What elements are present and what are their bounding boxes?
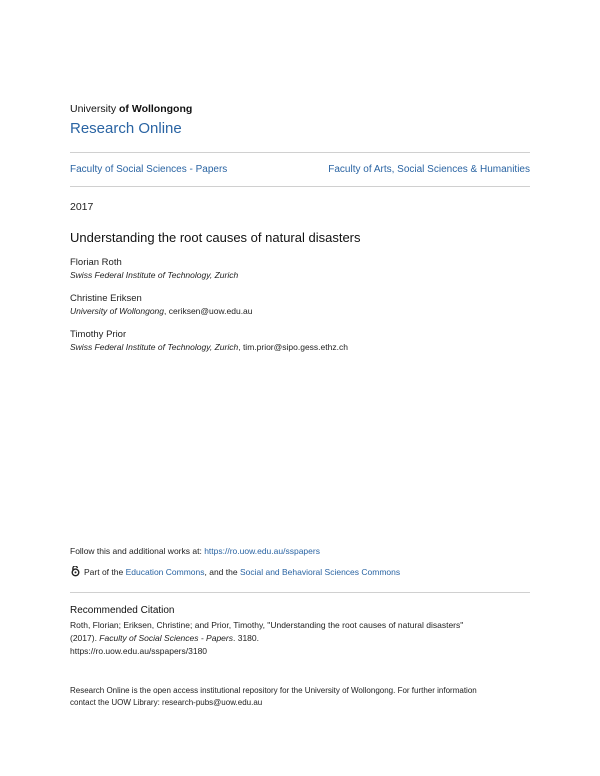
institution-name — [70, 103, 192, 115]
publication-year: 2017 — [70, 201, 94, 213]
affiliation-text: Swiss Federal Institute of Technology, Zurich — [70, 342, 239, 352]
author-name: Florian Roth — [70, 257, 122, 268]
divider-citation — [70, 592, 530, 593]
footer-note — [70, 685, 530, 709]
faculty-link-arts[interactable]: Faculty of Arts, Social Sciences & Humanities — [328, 164, 530, 175]
affiliation-text: University of Wollongong — [70, 306, 165, 316]
citation-link[interactable]: https://ro.uow.edu.au/sspapers/3180 — [70, 646, 208, 656]
citation-line-1: Roth, Florian; Eriksen, Christine; and Prior, Timothy, "Understanding the root causes of natural disasters" — [70, 620, 464, 630]
follow-line — [70, 546, 320, 556]
divider-faculties — [70, 186, 530, 187]
repository-name[interactable]: Research Online — [70, 120, 182, 137]
affiliation-text: Swiss Federal Institute of Technology, Zurich — [70, 270, 239, 280]
citation-heading: Recommended Citation — [70, 605, 175, 616]
footer-line-1: Research Online is the open access institutional repository for the University of Wollongong. For further information — [70, 686, 477, 695]
author-email: ceriksen@uow.edu.au — [168, 306, 253, 316]
collection-link[interactable]: https://ro.uow.edu.au/sspapers — [204, 546, 320, 556]
part-of-line — [70, 566, 400, 577]
footer-line-2: contact the UOW Library: research-pubs@uow.edu.au — [70, 698, 263, 707]
institution-prefix: University — [70, 103, 120, 115]
author-name: Timothy Prior — [70, 329, 127, 340]
education-commons-link[interactable]: Education Commons — [125, 567, 205, 577]
institution-bold: of Wollongong — [119, 103, 193, 115]
paper-title: Understanding the root causes of natural disasters — [70, 230, 361, 245]
follow-text: Follow this and additional works at: — [70, 546, 205, 556]
divider-top — [70, 152, 530, 153]
faculty-link-social-sciences[interactable]: Faculty of Social Sciences - Papers — [70, 164, 228, 175]
author-name: Christine Eriksen — [70, 293, 142, 304]
citation-series: Faculty of Social Sciences - Papers — [99, 633, 233, 643]
open-access-icon — [70, 566, 81, 577]
part-of-middle: , and the — [204, 567, 240, 577]
author-affiliation: University of Wollongong, ceriksen@uow.edu.au — [70, 306, 253, 316]
part-of-prefix: Part of the — [84, 567, 126, 577]
author-email: tim.prior@sipo.gess.ethz.ch — [242, 342, 348, 352]
citation-number: . 3180. — [233, 633, 259, 643]
citation-line-2 — [70, 633, 259, 643]
citation-year: (2017). — [70, 633, 100, 643]
author-affiliation — [70, 270, 238, 280]
author-affiliation: Swiss Federal Institute of Technology, Zurich, tim.prior@sipo.gess.ethz.ch — [70, 342, 348, 352]
social-behavioral-commons-link[interactable]: Social and Behavioral Sciences Commons — [239, 567, 401, 577]
